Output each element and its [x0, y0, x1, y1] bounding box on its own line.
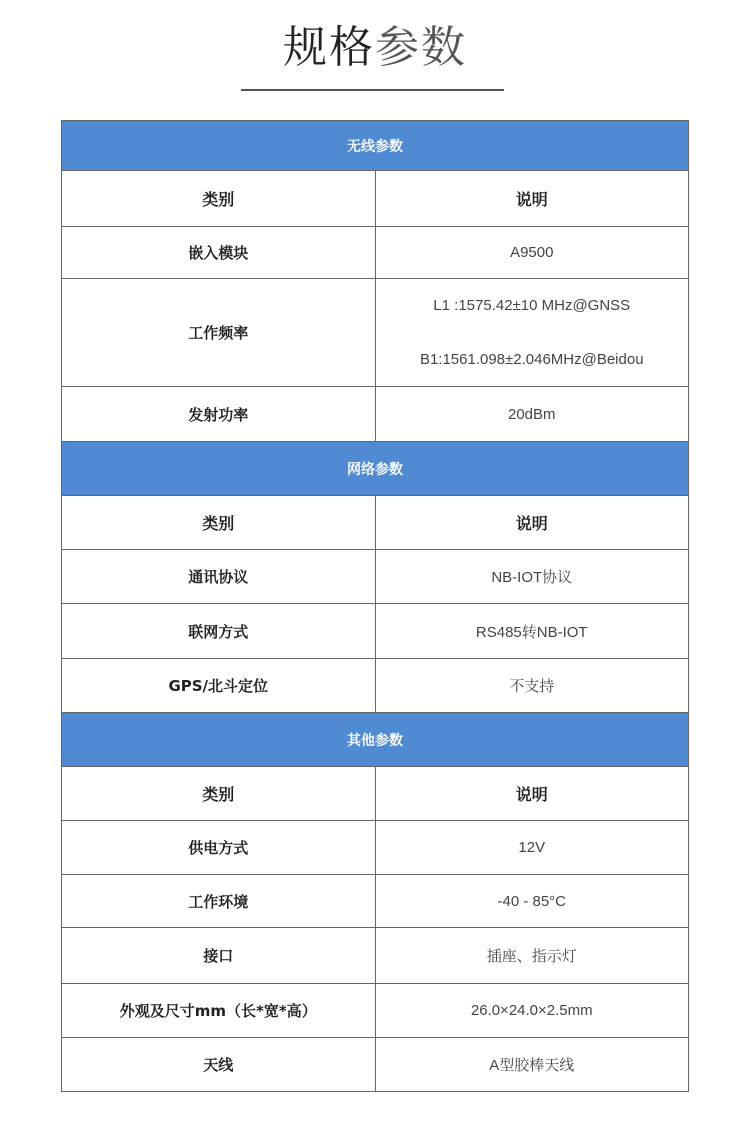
section-title-network: 网络参数 — [62, 442, 689, 496]
header-category: 类别 — [62, 767, 376, 821]
row-value: NB-IOT协议 — [375, 550, 689, 604]
row-label: 接口 — [62, 928, 376, 984]
row-label: 工作频率 — [62, 279, 376, 387]
page-title-sub: 参数 — [375, 22, 467, 73]
section-row-other — [62, 713, 689, 767]
row-label: 通讯协议 — [62, 550, 376, 604]
table-row — [62, 604, 689, 659]
frequency-line-beidou: B1:1561.098±2.046MHz@Beidou — [419, 351, 644, 368]
header-row — [62, 496, 689, 550]
row-value: A型胶棒天线 — [375, 1038, 689, 1092]
header-category: 类别 — [62, 496, 376, 550]
spec-table — [61, 120, 689, 1092]
frequency-line-gnss: L1 :1575.42±10 MHz@GNSS — [433, 297, 631, 314]
page-title — [0, 18, 750, 78]
section-row-wireless — [62, 121, 689, 171]
row-label: 发射功率 — [62, 387, 376, 442]
row-label: 外观及尺寸mm（长*宽*高） — [62, 984, 376, 1038]
section-row-network — [62, 442, 689, 496]
section-title-other: 其他参数 — [62, 713, 689, 767]
table-row — [62, 387, 689, 442]
frequency-values — [375, 279, 689, 387]
row-value: -40 - 85°C — [375, 875, 689, 928]
header-category: 类别 — [62, 171, 376, 227]
header-description: 说明 — [375, 767, 689, 821]
row-label: 天线 — [62, 1038, 376, 1092]
table-row-frequency — [62, 279, 689, 387]
row-value: 26.0×24.0×2.5mm — [375, 984, 689, 1038]
row-label: 嵌入模块 — [62, 227, 376, 279]
row-label: 供电方式 — [62, 821, 376, 875]
header-row — [62, 171, 689, 227]
table-row — [62, 821, 689, 875]
header-description: 说明 — [375, 171, 689, 227]
row-value: 12V — [375, 821, 689, 875]
row-value: A9500 — [375, 227, 689, 279]
table-row — [62, 659, 689, 713]
header-row — [62, 767, 689, 821]
row-label: 联网方式 — [62, 604, 376, 659]
row-value: 插座、指示灯 — [375, 928, 689, 984]
row-value: 不支持 — [375, 659, 689, 713]
header-description: 说明 — [375, 496, 689, 550]
page-title-main: 规格 — [283, 22, 375, 73]
row-label: GPS/北斗定位 — [62, 659, 376, 713]
table-row — [62, 984, 689, 1038]
section-title-wireless: 无线参数 — [62, 121, 689, 171]
table-row — [62, 928, 689, 984]
table-row — [62, 550, 689, 604]
row-label: 工作环境 — [62, 875, 376, 928]
table-row — [62, 875, 689, 928]
table-row — [62, 227, 689, 279]
title-divider — [241, 89, 504, 91]
row-value: 20dBm — [375, 387, 689, 442]
table-row — [62, 1038, 689, 1092]
row-value: RS485转NB-IOT — [375, 604, 689, 659]
